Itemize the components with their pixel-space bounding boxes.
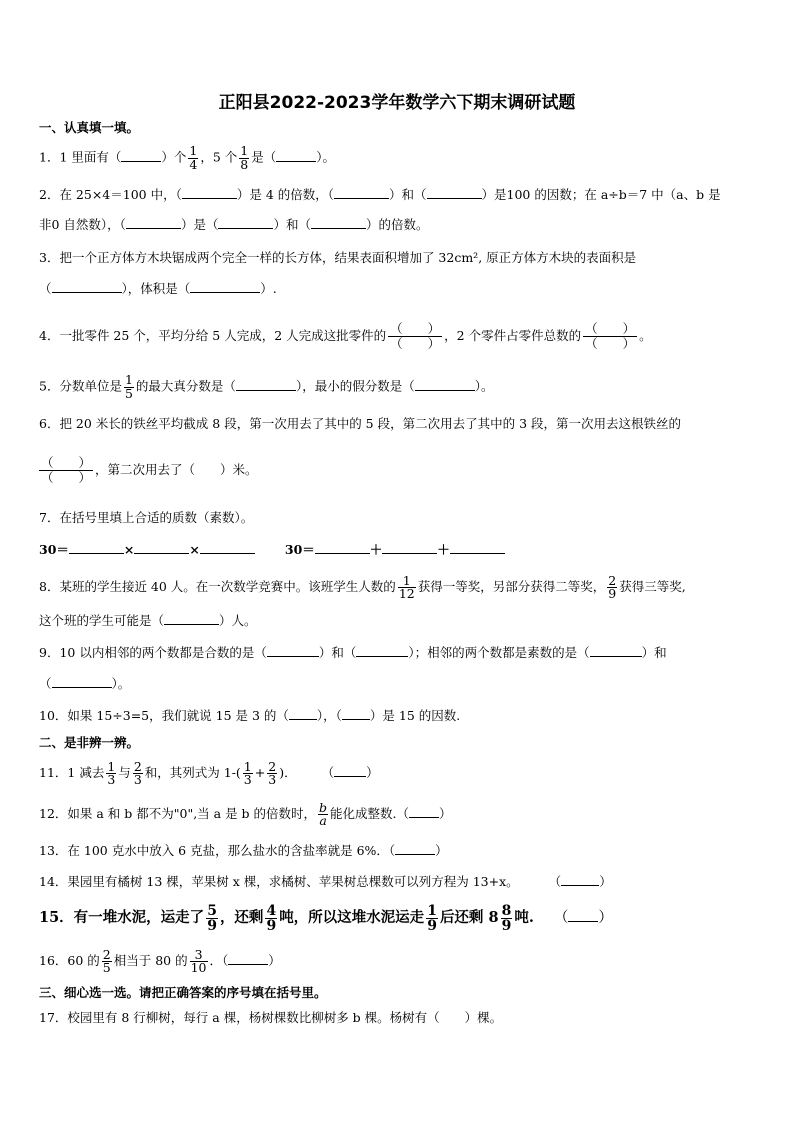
fraction-blank[interactable]: （ ） （ ）	[390, 320, 441, 351]
answer-blank[interactable]	[311, 216, 366, 229]
answer-blank[interactable]	[356, 644, 408, 657]
answer-blank[interactable]	[126, 216, 181, 229]
question-3-line-1: 3．把一个正方体方木块锯成两个完全一样的长方体，结果表面积增加了 32cm², 原正方体方木块的表面积是	[39, 250, 637, 265]
answer-blank[interactable]	[182, 186, 237, 199]
answer-blank[interactable]	[561, 873, 599, 886]
answer-blank[interactable]	[450, 541, 505, 554]
question-8-line-2: 这个班的学生可能是（ ）人。	[39, 613, 257, 628]
answer-blank[interactable]	[190, 280, 260, 293]
question-10: 10．如果 15÷3=5，我们就说 15 是 3 的（ ），（ ）是 15 的因数.	[39, 708, 461, 723]
section-2-heading: 二、是非辨一辨。	[39, 735, 140, 750]
section-1-heading: 一、认真填一填。	[39, 120, 140, 135]
question-1: 1．1 里面有（ ）个 $\frac{1}{4}$ ，5 个 $\frac{1}{8}$ 是（ ）。	[39, 143, 336, 172]
question-9-line-1: 9．10 以内相邻的两个数都是合数的是（ ）和（ ）；相邻的两个数都是素数的是（ ）和	[39, 645, 667, 660]
question-6-line-2: （ ） （ ） ，第二次用去了（ ）米。	[41, 454, 258, 485]
question-13: 13．在 100 克水中放入 6 克盐，那么盐水的含盐率就是 6%．（ ）	[39, 843, 448, 858]
answer-blank[interactable]	[52, 675, 112, 688]
question-7-line-1: 7．在括号里填上合适的质数（素数）。	[39, 510, 254, 525]
answer-blank[interactable]	[315, 541, 370, 554]
answer-blank[interactable]	[69, 541, 124, 554]
answer-blank[interactable]	[121, 149, 161, 162]
answer-blank[interactable]	[236, 378, 296, 391]
answer-blank[interactable]	[342, 707, 370, 720]
fraction-blank[interactable]: （ ） （ ）	[41, 454, 92, 485]
question-9-line-2: （ ）。	[39, 676, 131, 691]
question-4: 4．一批零件 25 个，平均分给 5 人完成，2 人完成这批零件的 （ ） （ ） ，2 个零件占零件总数的 （ ） （ ） 。	[39, 320, 652, 351]
question-15: 15．有一堆水泥，运走了 $\frac{5}{9}$ ，还剩 $\frac{4}{9}$ 吨，所以这堆水泥运走 $\frac{1}{9}$ 后还剩 8 $\frac{8}{9}$ 吨. （ ）	[39, 902, 613, 934]
question-14: 14．果园里有橘树 13 棵，苹果树 x 棵，求橘树、苹果树总棵数可以列方程为 13+x。 （ ）	[39, 874, 612, 889]
answer-blank[interactable]	[409, 805, 439, 818]
question-3-line-2: （ ），体积是（ ）.	[39, 281, 277, 296]
answer-blank[interactable]	[276, 149, 316, 162]
question-8-line-1: 8．某班的学生接近 40 人。在一次数学竞赛中。该班学生人数的 $\frac{1}{12}$ 获得一等奖，另部分获得二等奖， $\frac{2}{9}$ 获得三等奖,	[39, 572, 686, 601]
answer-blank[interactable]	[382, 541, 437, 554]
answer-blank[interactable]	[334, 764, 366, 777]
answer-blank[interactable]	[427, 186, 482, 199]
question-16: 16．60 的 $\frac{2}{5}$ 相当于 80 的 $\frac{3}{10}$ ．（ ）	[39, 946, 281, 975]
question-11: 11．1 减去 $\frac{1}{3}$ 与 $\frac{2}{3}$ 和，其列式为 1-( $\frac{1}{3}$ + $\frac{2}{3}$ )． （ ）	[39, 758, 379, 787]
answer-blank[interactable]	[228, 952, 268, 965]
answer-blank[interactable]	[134, 541, 189, 554]
answer-blank[interactable]	[289, 707, 317, 720]
answer-blank[interactable]	[568, 909, 598, 922]
answer-blank[interactable]	[267, 644, 319, 657]
question-12: 12．如果 a 和 b 都不为"0",当 a 是 b 的倍数时， $\frac{b}{a}$ 能化成整数.（ ）	[39, 799, 452, 828]
answer-blank[interactable]	[590, 644, 642, 657]
question-2-line-1: 2．在 25×4＝100 中，（ ）是 4 的倍数，（ ）和（ ）是100 的因数；在 a÷b＝7 中（a、b 是	[39, 187, 721, 202]
fraction-blank[interactable]: （ ） （ ）	[585, 320, 636, 351]
answer-blank[interactable]	[415, 378, 475, 391]
answer-blank[interactable]	[395, 842, 435, 855]
question-5: 5．分数单位是 $\frac{1}{5}$ 的最大真分数是（ ），最小的假分数是（ ）。	[39, 372, 494, 401]
answer-blank[interactable]	[52, 280, 122, 293]
answer-blank[interactable]	[200, 541, 255, 554]
answer-blank[interactable]	[164, 612, 219, 625]
question-7-line-2: 30＝ × × 30＝ ＋ ＋	[39, 540, 505, 560]
section-3-heading: 三、细心选一选。请把正确答案的序号填在括号里。	[39, 985, 327, 1000]
answer-blank[interactable]	[334, 186, 389, 199]
answer-blank[interactable]	[218, 216, 273, 229]
question-17: 17．校园里有 8 行柳树，每行 a 棵，杨树棵数比柳树多 b 棵。杨树有（ ）棵。	[39, 1010, 503, 1025]
question-2-line-2: 非0 自然数），（ ）是（ ）和（ ）的倍数。	[39, 217, 429, 232]
question-6-line-1: 6．把 20 米长的铁丝平均截成 8 段，第一次用去了其中的 5 段，第二次用去了其中的 3 段，第一次用去这根铁丝的	[39, 416, 682, 431]
page-title: 正阳县2022-2023学年数学六下期末调研试题	[218, 93, 576, 113]
